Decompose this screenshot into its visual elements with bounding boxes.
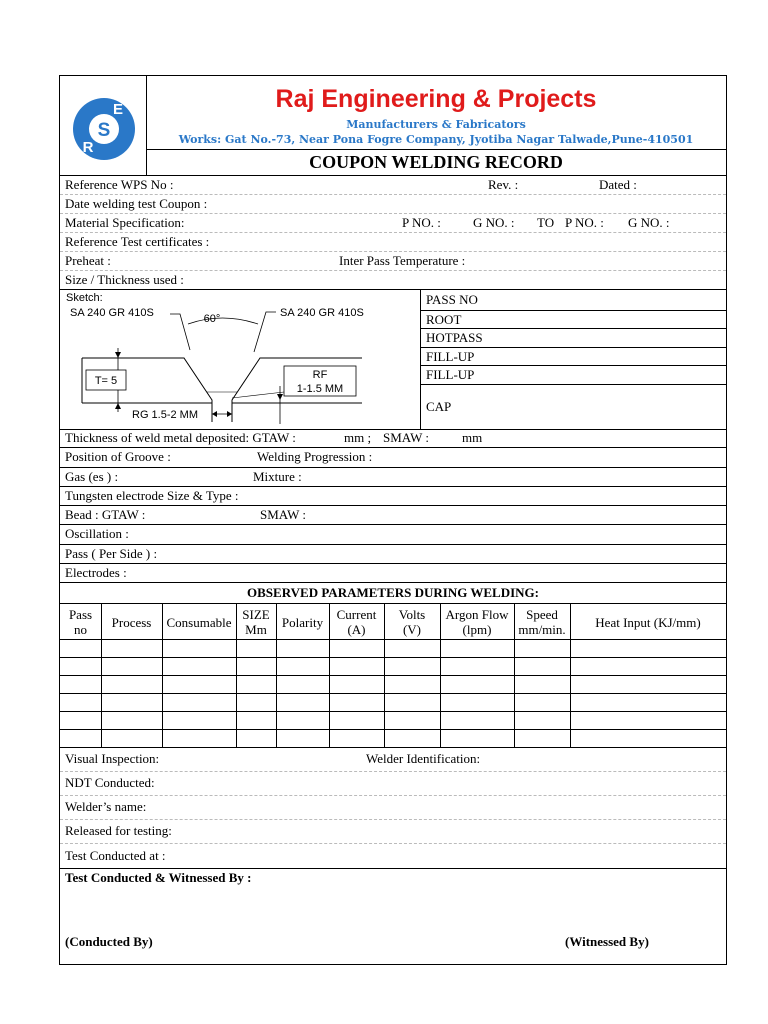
- mixture-label: Mixture :: [253, 469, 302, 484]
- welder-id-label: Welder Identification:: [366, 751, 481, 766]
- material-spec-label: Material Specification:: [65, 215, 185, 230]
- tungsten-label: Tungsten electrode Size & Type :: [65, 488, 239, 503]
- form-title: COUPON WELDING RECORD: [309, 152, 563, 172]
- pno-2-label: P NO. :: [565, 215, 604, 230]
- svg-text:R: R: [82, 139, 94, 156]
- left-material-label: SA 240 GR 410S: [70, 307, 154, 319]
- table-row: [60, 729, 726, 730]
- table-row: [60, 675, 726, 676]
- pass-cap: CAP: [426, 399, 452, 414]
- electrodes-label: Electrodes :: [65, 565, 127, 580]
- pass-hotpass: HOTPASS: [426, 330, 483, 345]
- gno-2-label: G NO. :: [628, 215, 670, 230]
- col-volts: Volts (V): [398, 607, 426, 637]
- svg-text:E: E: [112, 101, 124, 118]
- svg-text:S: S: [97, 120, 111, 141]
- welder-name-label: Welder’s name:: [65, 799, 147, 814]
- preheat-label: Preheat :: [65, 253, 111, 268]
- size-thickness-label: Size / Thickness used :: [65, 272, 184, 287]
- coupon-welding-record-form: [59, 75, 727, 965]
- company-logo-icon: [68, 94, 140, 164]
- rev-label: Rev. :: [488, 177, 519, 192]
- table-row: [60, 747, 726, 748]
- pass-per-side-label: Pass ( Per Side ) :: [65, 546, 158, 561]
- progression-label: Welding Progression :: [257, 449, 373, 464]
- visual-inspection-label: Visual Inspection:: [65, 751, 160, 766]
- thickness-mm-2: mm: [462, 430, 483, 445]
- col-heat-input: Heat Input (KJ/mm): [595, 615, 701, 630]
- gno-1-label: G NO. :: [473, 215, 515, 230]
- header-bottom-line: [60, 175, 726, 176]
- col-argon-flow: Argon Flow (lpm): [445, 607, 509, 637]
- dated-label: Dated :: [599, 177, 637, 192]
- title-divider: [146, 149, 726, 150]
- root-gap-label: RG 1.5-2 MM: [132, 409, 199, 421]
- col-speed: Speed mm/min.: [518, 607, 566, 637]
- thickness-mm-1: mm ;: [344, 430, 372, 445]
- right-material-label: SA 240 GR 410S: [280, 307, 364, 319]
- position-label: Position of Groove :: [65, 449, 171, 464]
- svg-text:T= 5: T= 5: [94, 375, 118, 387]
- pass-no-header: PASS NO: [426, 292, 478, 307]
- test-conducted-at-label: Test Conducted at :: [65, 848, 166, 863]
- angle-label: 60°: [203, 313, 221, 325]
- thickness-smaw: SMAW :: [383, 430, 430, 445]
- col-polarity: Polarity: [281, 615, 324, 630]
- pass-fillup-2: FILL-UP: [426, 367, 475, 382]
- conducted-by-label: (Conducted By): [65, 934, 153, 949]
- to-label: TO: [537, 215, 555, 230]
- thickness-label: Thickness of weld metal deposited: GTAW :: [65, 430, 296, 445]
- table-row: [60, 693, 726, 694]
- interpass-label: Inter Pass Temperature :: [339, 253, 466, 268]
- pass-fillup-1: FILL-UP: [426, 349, 475, 364]
- pno-1-label: P NO. :: [402, 215, 441, 230]
- groove-sketch: [62, 304, 418, 426]
- observed-title: OBSERVED PARAMETERS DURING WELDING:: [247, 585, 539, 600]
- oscillation-label: Oscillation :: [65, 526, 129, 541]
- bead-gtaw-label: Bead : GTAW :: [65, 507, 146, 522]
- company-tagline: Manufacturers & Fabricators: [346, 118, 526, 131]
- table-row: [60, 657, 726, 658]
- date-coupon-label: Date welding test Coupon :: [65, 196, 208, 211]
- ref-cert-label: Reference Test certificates :: [65, 234, 210, 249]
- col-consumable: Consumable: [166, 615, 232, 630]
- witnessed-by-label: (Witnessed By): [565, 934, 649, 949]
- witnessed-title: Test Conducted & Witnessed By :: [65, 870, 252, 885]
- company-name: Raj Engineering & Projects: [275, 85, 597, 113]
- gas-label: Gas (es ) :: [65, 469, 119, 484]
- released-label: Released for testing:: [65, 823, 172, 838]
- ref-wps-label: Reference WPS No :: [65, 177, 174, 192]
- col-pass-no: Pass no: [68, 607, 93, 637]
- col-current: Current (A): [336, 607, 377, 637]
- sketch-label: Sketch:: [66, 292, 103, 304]
- table-row: [60, 711, 726, 712]
- bead-smaw-label: SMAW :: [260, 507, 307, 522]
- svg-text:1-1.5 MM: 1-1.5 MM: [296, 383, 344, 395]
- company-address: Works: Gat No.-73, Near Pona Fogre Company, Jyotiba Nagar Talwade,Pune-410501: [178, 133, 694, 146]
- col-process: Process: [111, 615, 152, 630]
- pass-root: ROOT: [426, 312, 462, 327]
- svg-text:RF: RF: [312, 369, 328, 381]
- ndt-label: NDT Conducted:: [65, 775, 155, 790]
- col-size: SIZE Mm: [242, 607, 270, 637]
